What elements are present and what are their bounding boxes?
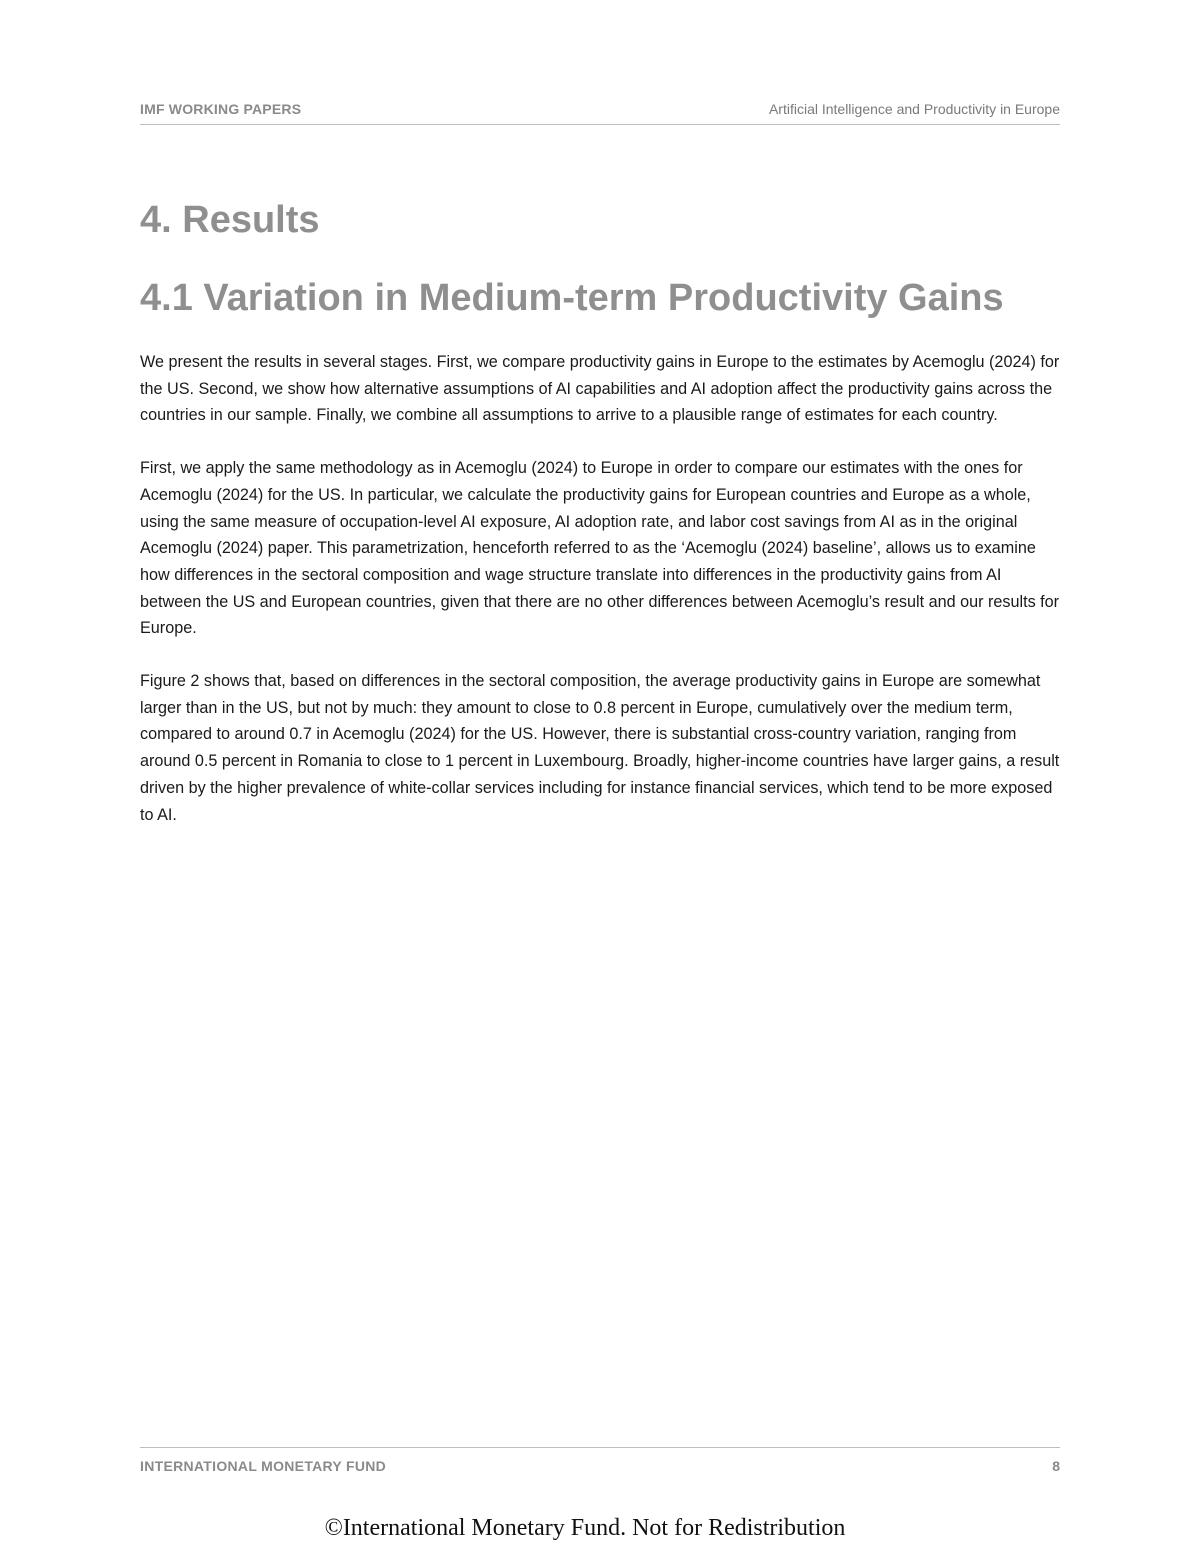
paragraph: We present the results in several stages. First, we compare productivity gains in Europe to the estimates by Acemoglu (2024) for the US. Second, we show how alternative assumptions of AI capabilities and AI adoption affect the productivity gains across the countries in our sample. Finally, we combine all assumptions to arrive to a plausible range of estimates for each country. xyxy=(140,353,1060,425)
copyright-notice: ©International Monetary Fund. Not for Redistribution xyxy=(324,1515,846,1541)
paper-title: Artificial Intelligence and Productivity in Europe xyxy=(768,101,1060,117)
running-footer xyxy=(140,1447,1060,1474)
publisher-name: INTERNATIONAL MONETARY FUND xyxy=(140,1458,387,1474)
running-header xyxy=(140,98,1060,125)
section-title: 4. Results xyxy=(140,199,320,241)
series-name: IMF WORKING PAPERS xyxy=(140,101,302,117)
paragraph: First, we apply the same methodology as in Acemoglu (2024) to Europe in order to compare our estimates with the ones for Acemoglu (2024) for the US. In particular, we calculate the productivity gains for European countries and Europe as a whole, using the same measure of occupation-level AI exposure, AI adoption rate, and labor cost savings from AI as in the original Acemoglu (2024) paper. This parametrization, henceforth referred to as the ‘Acemoglu (2024) baseline’, allows us to examine how differences in the sectoral composition and wage structure translate into differences in the productivity gains from AI between the US and European countries, given that there are no other differences between Acemoglu’s result and our results for Europe. xyxy=(140,459,1060,638)
subsection-title: 4.1 Variation in Medium-term Productivity Gains xyxy=(140,277,1004,319)
page-number: 8 xyxy=(1052,1458,1060,1474)
body-text xyxy=(140,349,1060,854)
paragraph: Figure 2 shows that, based on differences in the sectoral composition, the average productivity gains in Europe are somewhat larger than in the US, but not by much: they amount to close to 0.8 percent in Europe, cumulatively over the medium term, compared to around 0.7 in Acemoglu (2024) for the US. However, there is substantial cross-country variation, ranging from around 0.5 percent in Romania to close to 1 percent in Luxembourg. Broadly, higher-income countries have larger gains, a result driven by the higher prevalence of white-collar services including for instance financial services, which tend to be more exposed to AI. xyxy=(140,672,1060,824)
